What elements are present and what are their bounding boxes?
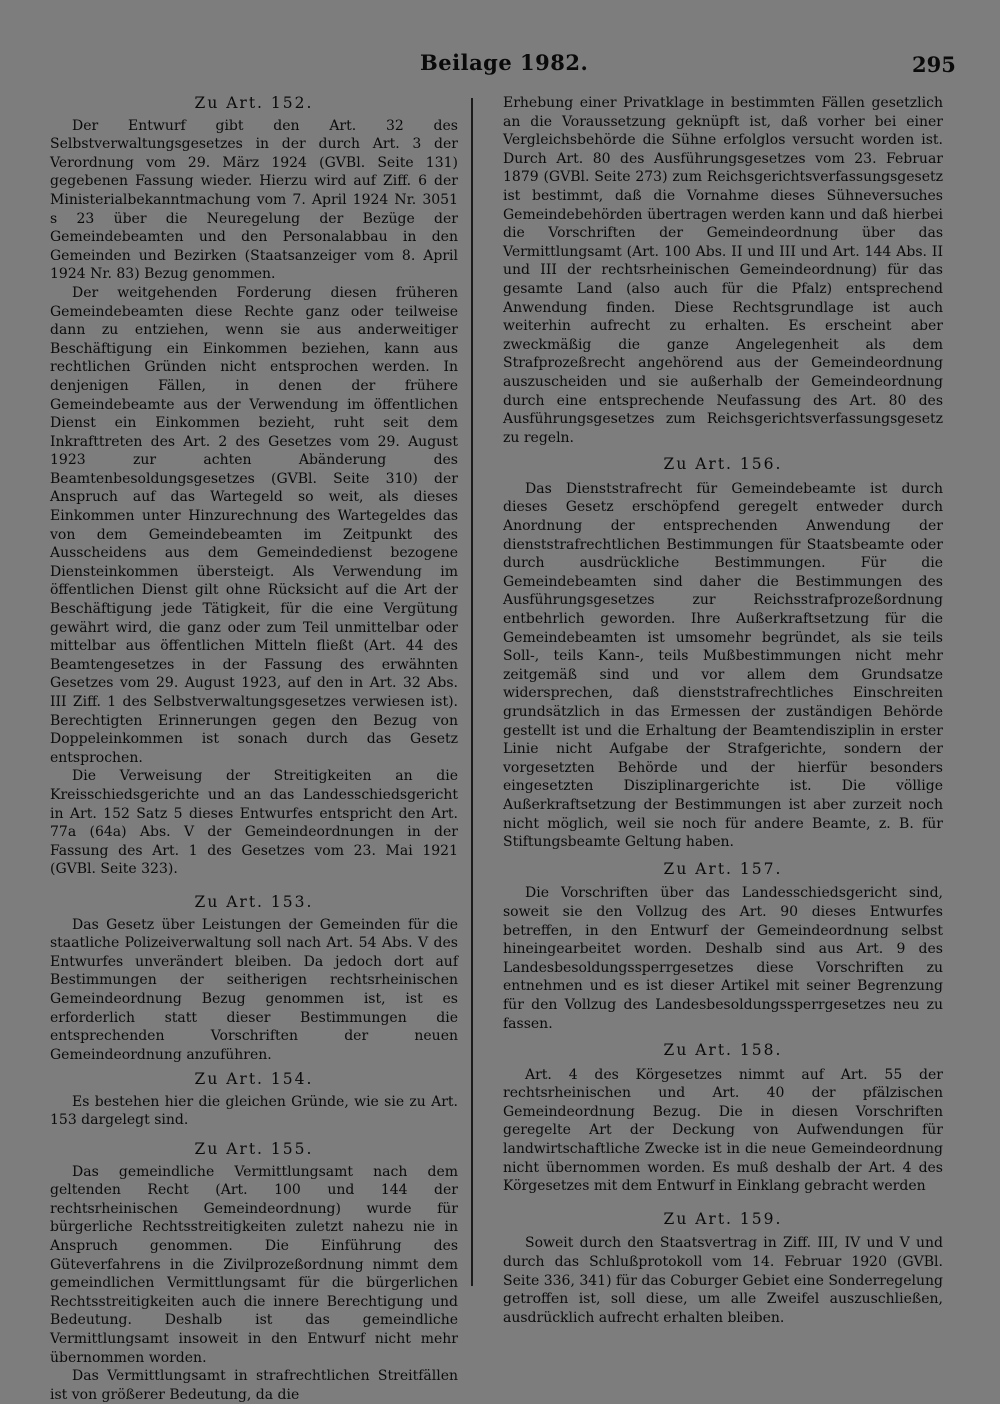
right-column — [503, 94, 943, 1327]
paragraph: Der Entwurf gibt den Art. 32 des Selbstverwaltungsgesetzes in der durch Art. 3 der Verordnung vom 29. März 1924 (GVBl. Seite 131) gegebenen Fassung wieder. Hierzu wird auf Ziff. 6 der Ministerialbekanntmachung vom 7. April 1924 Nr. 3051 s 23 über die Neuregelung der Bezüge der Gemeindebeamten und den Personalabbau in den Gemeinden und Bezirken (Staatsanzeiger vom 8. April 1924 Nr. 83) Bezug genommen. — [50, 117, 458, 283]
paragraph: Soweit durch den Staatsvertrag in Ziff. III, IV und V und durch das Schlußprotokoll vom 14. Februar 1920 (GVBl. Seite 336, 341) für das Coburger Gebiet eine Sonderregelung getroffen ist, soll diese, um alle Zweifel auszuschließen, ausdrücklich aufrecht erhalten bleiben. — [503, 1235, 943, 1326]
section-art-158 — [503, 1041, 943, 1196]
section-heading: Zu Art. 154. — [194, 1070, 314, 1089]
section-art-156 — [503, 455, 943, 851]
running-header: Beilage 1982. — [420, 50, 589, 75]
section-heading: Zu Art. 159. — [663, 1209, 783, 1228]
section-heading: Zu Art. 155. — [194, 1140, 314, 1159]
paragraph: Das gemeindliche Vermittlungsamt nach dem geltenden Recht (Art. 100 und 144 der rechtsrheinischen Gemeindeordnung) wurde für bürgerliche Rechtsstreitigkeiten zuletzt nahezu nie in Anspruch genommen. Die Einführung des Güteverfahrens in die Zivilprozeßordnung nimmt dem gemeindlichen Vermittlungsamt für die bürgerlichen Rechtsstreitigkeiten auch die innere Berechtigung und Bedeutung. Deshalb ist das gemeindliche Vermittlungsamt insoweit in den Entwurf nicht mehr übernommen worden. — [50, 1163, 458, 1366]
section-heading: Zu Art. 153. — [194, 892, 314, 911]
page-number: 295 — [912, 52, 956, 77]
paragraph: Der weitgehenden Forderung diesen früheren Gemeindebeamten diese Rechte ganz oder teilweise dann zu entziehen, wenn sie aus anderweitiger Beschäftigung ein Einkommen beziehen, kann aus rechtlichen Gründen nicht entsprochen werden. In denjenigen Fällen, in denen der frühere Gemeindebeamte aus der Verwendung im öffentlichen Dienst ein Einkommen bezieht, ruht seit dem Inkrafttreten des Art. 2 des Gesetzes vom 29. August 1923 zur achten Abänderung des Beamtenbesoldungsgesetzes (GVBl. Seite 310) der Anspruch auf das Wartegeld so weit, als dieses Einkommen unter Hinzurechnung des Wartegeldes das von dem Gemeindebeamten im Zeitpunkt des Ausscheidens aus dem Gemeindedienst bezogene Diensteinkommen übersteigt. Als Verwendung im öffentlichen Dienst gilt ohne Rücksicht auf die Art der Beschäftigung jede Tätigkeit, für die eine Vergütung gewährt wird, die ganz oder zum Teil unmittelbar oder mittelbar aus öffentlichen Mitteln fließt (Art. 44 des Beamtengesetzes in der Fassung des erwähnten Gesetzes vom 29. August 1923, auf den in Art. 32 Abs. III Ziff. 1 des Selbstverwaltungsgesetzes verwiesen ist). Berechtigten Erinnerungen gegen den Bezug von Doppeleinkommen ist sonach durch das Gesetz entsprochen. — [50, 284, 458, 766]
section-art-154 — [50, 1070, 458, 1130]
section-heading: Zu Art. 156. — [663, 455, 783, 474]
paragraph: Das Vermittlungsamt in strafrechtlichen Streitfällen ist von größerer Bedeutung, da die — [50, 1368, 458, 1403]
section-art-159 — [503, 1210, 943, 1328]
section-heading: Zu Art. 158. — [663, 1041, 783, 1060]
section-heading: Zu Art. 152. — [194, 94, 314, 112]
paragraph: Die Verweisung der Streitigkeiten an die Kreisschiedsgerichte und an das Landesschiedsgericht in Art. 152 Satz 5 dieses Entwurfes entspricht den Art. 77a (64a) Abs. V der Gemeindeordnungen in der Fassung des Art. 1 des Gesetzes vom 23. Mai 1921 (GVBl. Seite 323). — [50, 768, 458, 878]
section-art-153 — [50, 893, 458, 1064]
paragraph: Das Gesetz über Leistungen der Gemeinden für die staatliche Polizeiverwaltung soll nach Art. 54 Abs. V des Entwurfes unverändert bleiben. Da jedoch dort auf Bestimmungen der seitherigen rechtsrheinischen Gemeindeordnung Bezug genommen ist, ist es erforderlich statt dieser Bestimmungen die entsprechenden Vorschriften der neuen Gemeindeordnung anzuführen. — [50, 916, 458, 1063]
section-art-155 — [50, 1140, 458, 1404]
column-divider — [471, 98, 473, 1286]
paragraph: Erhebung einer Privatklage in bestimmten Fällen gesetzlich an die Voraussetzung geknüpft ist, daß vorher bei einer Vergleichsbehörde die Sühne erfolglos versucht worden ist. Durch Art. 80 des Ausführungsgesetzes vom 23. Februar 1879 (GVBl. Seite 273) zum Reichsgerichtsverfassungsgesetz ist bestimmt, daß die Vornahme dieses Sühneversuches Gemeindebehörden übertragen werden kann und daß hierbei die Vorschriften der Gemeindeordnung über das Vermittlungsamt (Art. 100 Abs. II und III und Art. 144 Abs. II und III der rechtsrheinischen Gemeindeordnung) für das gesamte Land (also auch für die Pfalz) entsprechend Anwendung finden. Diese Rechtsgrundlage ist auch weiterhin aufrecht zu erhalten. Es erscheint aber zweckmäßig die ganze Angelegenheit als dem Strafprozeßrecht angehörend aus der Gemeindeordnung auszuscheiden und sie außerhalb der Gemeindeordnung durch eine entsprechende Neufassung des Art. 80 des Ausführungsgesetzes zum Reichsgerichtsverfassungsgesetz zu regeln. — [503, 95, 943, 446]
paragraph: Art. 4 des Körgesetzes nimmt auf Art. 55 der rechtsrheinischen und Art. 40 der pfälzischen Gemeindeordnung Bezug. Die in diesen Vorschriften geregelte Art der Deckung von Aufwendungen für landwirtschaftliche Zwecke ist in die neue Gemeindeordnung nicht übernommen worden. Es muß deshalb der Art. 4 des Körgesetzes mit dem Entwurf in Einklang gebracht werden — [503, 1066, 943, 1195]
left-column — [50, 88, 458, 1404]
section-heading: Zu Art. 157. — [663, 859, 783, 878]
section-continuation — [503, 94, 943, 447]
section-art-152 — [50, 94, 458, 879]
paragraph: Es bestehen hier die gleichen Gründe, wie sie zu Art. 153 dargelegt sind. — [50, 1093, 458, 1129]
paragraph: Das Dienststrafrecht für Gemeindebeamte ist durch dieses Gesetz erschöpfend geregelt entweder durch Anordnung der entsprechenden Anwendung der dienststrafrechtlichen Bestimmungen für Staatsbeamte oder durch ausdrückliche Bestimmungen. Für die Gemeindebeamten sind daher die Bestimmungen des Ausführungsgesetzes zur Reichsstrafprozeßordnung entbehrlich geworden. Ihre Außerkraftsetzung für die Gemeindebeamten ist umsomehr begründet, als sie teils Soll-, teils Kann-, teils Mußbestimmungen nicht mehr zeitgemäß sind und vor allem dem Grundsatze widersprechen, daß dienststrafrechtliches Einschreiten grundsätzlich in das Ermessen der zuständigen Behörde gestellt ist und die Erhaltung der Beamtendisziplin in erster Linie nicht Aufgabe der Strafgerichte, sondern der vorgesetzten Behörde und der hierfür besonders eingesetzten Disziplinargerichte ist. Die völlige Außerkraftsetzung der Bestimmungen ist aber zurzeit noch nicht möglich, weil sie noch für andere Beamte, z. B. für Stiftungsbeamte Geltung haben. — [503, 480, 943, 851]
paragraph: Die Vorschriften über das Landesschiedsgericht sind, soweit sie den Vollzug des Art. 90 dieses Entwurfes betreffen, in den Entwurf der Gemeindeordnung selbst hineingearbeitet worden. Deshalb sind aus Art. 9 des Landesbesoldungssperrgesetzes diese Vorschriften zu entnehmen und es ist dieser Artikel mit seiner Begrenzung für den Vollzug des Landesbesoldungssperrgesetzes neu zu fassen. — [503, 885, 943, 1032]
section-art-157 — [503, 860, 943, 1033]
